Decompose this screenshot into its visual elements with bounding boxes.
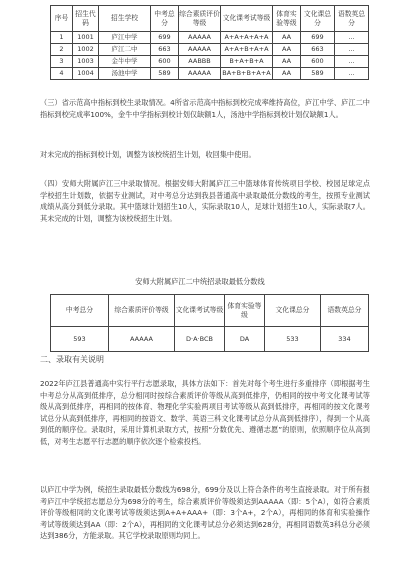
header-cell: 中考总分 bbox=[151, 6, 179, 32]
table-row bbox=[51, 32, 369, 44]
table-cell: 589 bbox=[301, 68, 335, 80]
table-cell: 1001 bbox=[73, 32, 99, 44]
header-cell: 中考总分 bbox=[51, 295, 109, 327]
table-row bbox=[51, 327, 369, 352]
header-cell: 文化课考试等级 bbox=[221, 6, 273, 32]
header-cell: 体育实验等级 bbox=[225, 295, 265, 327]
table-row bbox=[51, 56, 369, 68]
min-score-table bbox=[50, 294, 369, 352]
table-cell: … bbox=[335, 56, 369, 68]
header-cell: 序号 bbox=[51, 6, 73, 32]
table-caption: 安师大附属庐江二中统招录取最低分数线 bbox=[135, 277, 265, 286]
table-cell: 1003 bbox=[73, 56, 99, 68]
table-cell: 600 bbox=[151, 56, 179, 68]
table-cell: 庐江中学 bbox=[99, 32, 151, 44]
header-cell: 语数英总分 bbox=[321, 295, 369, 327]
table-cell: 金牛中学 bbox=[99, 56, 151, 68]
table-cell: … bbox=[335, 32, 369, 44]
table-cell: AA bbox=[273, 68, 301, 80]
table-cell: BA+B+B+A+A bbox=[221, 68, 273, 80]
school-admission-table bbox=[50, 5, 369, 80]
header-cell: 文化课考试等级 bbox=[175, 295, 225, 327]
table-cell: AA bbox=[273, 32, 301, 44]
header-cell: 文化课总分 bbox=[265, 295, 321, 327]
paragraph-admission-method: 2022年庐江县普通高中实行平行志愿录取，具体方法如下：首先对每个考生进行多重排序（即根据考生中考总分从高到低排序，总分相同时按综合素质评价等级从高到低排序，仍相同的按中考文化课考试等级从高到低排序，再相同的按体育、物理化学实验两项目考试等级从高到低排序，再相同的按文化课考试总分从高到低排序，再相同的按语文、数学、英语三科文化课考试总分从高到低排序），得到一个从高到低的顺序位。录取时，采用计算机录取方式，按照“分数优先、遵循志愿”的原则，依照顺序位从高到低，对考生志愿平行志愿的顺序依次逐个检索投档。 bbox=[40, 379, 370, 446]
header-cell: 招生代码 bbox=[73, 6, 99, 32]
table-cell: AAAAA bbox=[179, 44, 221, 56]
table-cell: 庐江二中 bbox=[99, 44, 151, 56]
table-cell: 663 bbox=[301, 44, 335, 56]
table-cell: 2 bbox=[51, 44, 73, 56]
table-cell: DA bbox=[225, 327, 265, 352]
table-cell: A+A+A+A+A bbox=[221, 32, 273, 44]
table-cell: 699 bbox=[301, 32, 335, 44]
header-cell: 体育实验等级 bbox=[273, 6, 301, 32]
table-cell: AAAAA bbox=[179, 32, 221, 44]
table-cell: AAAAA bbox=[109, 327, 175, 352]
table-cell: D·A·BCB bbox=[175, 327, 225, 352]
header-cell: 综合素质评价等级 bbox=[109, 295, 175, 327]
table-cell: 699 bbox=[151, 32, 179, 44]
table-cell: 533 bbox=[265, 327, 321, 352]
table-cell: B+A+B+A bbox=[221, 56, 273, 68]
table-cell: 589 bbox=[151, 68, 179, 80]
table-cell: 334 bbox=[321, 327, 369, 352]
header-cell: 文化课总分 bbox=[301, 6, 335, 32]
table-cell: … bbox=[335, 44, 369, 56]
paragraph-example: 以庐江中学为例，统招生录取最低分数线为698分，699分及以上符合条件的考生直接录取。对于所有报考庐江中学统招志愿总分为698分的考生，综合素质评价等级须达到AAAAA（即：5个A），如符合素质评价等级相同的文化课考试等级须达到A+A+AAA+（即：3个A+，2个A），再相同的体育和实验操作考试等级须达到AA（即：2个A），再相同的文化课考试总分必须达到628分，再相同语数英3科总分必须达到386分，方能录取。其它学校录取原则均同上。 bbox=[40, 485, 370, 541]
table-cell: 1 bbox=[51, 32, 73, 44]
table-row bbox=[51, 68, 369, 80]
header-cell: 招生学校 bbox=[99, 6, 151, 32]
table-cell: AABBB bbox=[179, 56, 221, 68]
table-row bbox=[51, 44, 369, 56]
table-cell: 1002 bbox=[73, 44, 99, 56]
table-cell: 1004 bbox=[73, 68, 99, 80]
table-cell: 4 bbox=[51, 68, 73, 80]
table-header-row bbox=[51, 6, 369, 32]
header-cell: 语数英总分 bbox=[335, 6, 369, 32]
table-header-row bbox=[51, 295, 369, 327]
section-title: 二、录取有关说明 bbox=[40, 355, 104, 364]
table-cell: 593 bbox=[51, 327, 109, 352]
table-cell: … bbox=[335, 68, 369, 80]
table-cell: 汤池中学 bbox=[99, 68, 151, 80]
paragraph-third-school: （四）安师大附属庐江三中录取情况。根据安师大附属庐江三中篮球体育传统项目学校、校园足球定点学校招生计划数，依据专业测试，对中考总分达到我县普通高中录取最低分数线的考生，按照专业测试成绩从高分到低分录取。其中篮球计划招生10人，实际录取10人，足球计划招生10人，实际录取7人。其未完成的计划，调整为该校统招生计划。 bbox=[40, 179, 370, 223]
table-cell: 663 bbox=[151, 44, 179, 56]
table-cell: AA bbox=[273, 56, 301, 68]
table-cell: AA bbox=[273, 44, 301, 56]
header-cell: 综合素质评价等级 bbox=[179, 6, 221, 32]
table-cell: A+A+B+A+A bbox=[221, 44, 273, 56]
table-cell: 600 bbox=[301, 56, 335, 68]
table-cell: AAAAA bbox=[179, 68, 221, 80]
table-cell: 3 bbox=[51, 56, 73, 68]
paragraph-quota-adjustment: 对未完成的指标到校计划，调整为该校统招生计划，收回集中使用。 bbox=[40, 150, 256, 159]
paragraph-admission-quota: （三）省示范高中指标到校生录取情况。4所省示范高中指标到校完成率维持高位，庐江中学、庐江二中指标到校完成率100%，金牛中学指标到校计划仅缺额1人，汤池中学指标到校计划仅缺额1人。 bbox=[40, 98, 370, 119]
